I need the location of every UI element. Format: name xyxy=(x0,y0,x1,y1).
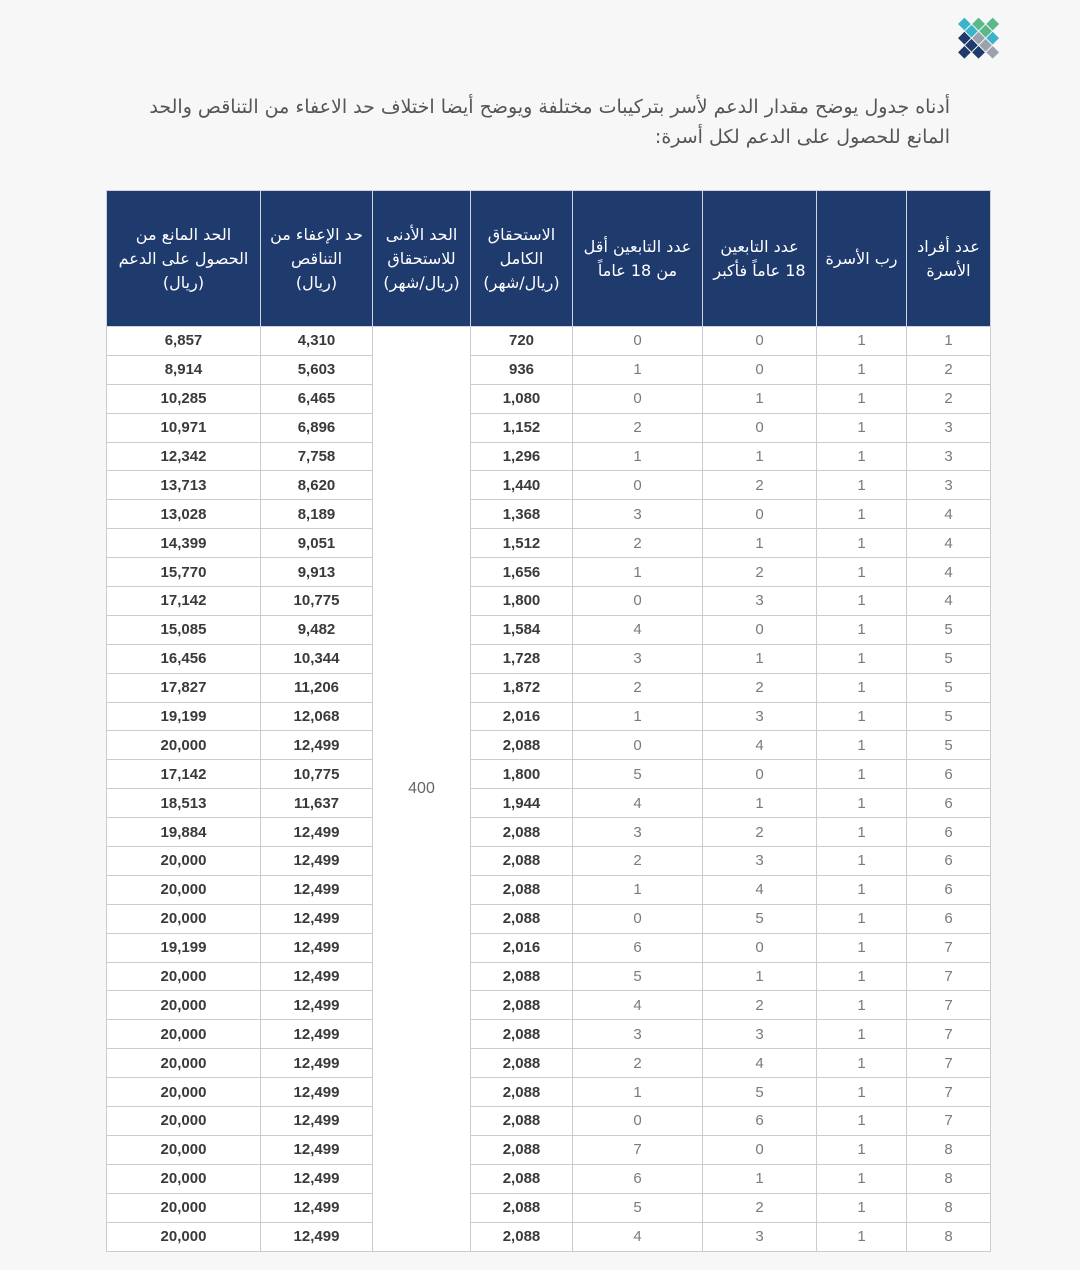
table-cell: 4 xyxy=(907,587,991,616)
header-dependents-under-18 xyxy=(573,191,703,327)
table-row xyxy=(107,789,991,818)
table-cell: 11,637 xyxy=(261,789,373,818)
table-row xyxy=(107,991,991,1020)
table-cell: 0 xyxy=(703,615,817,644)
table-cell: 3 xyxy=(703,1020,817,1049)
table-cell: 1,512 xyxy=(471,529,573,558)
table-cell: 12,499 xyxy=(261,875,373,904)
table-cell: 12,499 xyxy=(261,818,373,847)
table-cell: 1 xyxy=(573,558,703,587)
table-cell: 2,088 xyxy=(471,1107,573,1136)
table-row xyxy=(107,1193,991,1222)
table-cell: 20,000 xyxy=(107,962,261,991)
table-cell: 13,713 xyxy=(107,471,261,500)
table-cell: 6,896 xyxy=(261,413,373,442)
header-family-size xyxy=(907,191,991,327)
table-cell: 1 xyxy=(817,731,907,760)
table-cell: 1 xyxy=(703,1164,817,1193)
header-line: حد الإعفاء من xyxy=(270,224,363,244)
table-cell: 4 xyxy=(573,1222,703,1251)
table-cell: 12,499 xyxy=(261,1049,373,1078)
table-cell: 2 xyxy=(703,1193,817,1222)
table-cell: 1,944 xyxy=(471,789,573,818)
table-cell: 8 xyxy=(907,1193,991,1222)
table-cell: 3 xyxy=(907,442,991,471)
table-cell: 1 xyxy=(817,587,907,616)
table-cell: 15,085 xyxy=(107,615,261,644)
table-cell: 1 xyxy=(573,875,703,904)
table-cell: 16,456 xyxy=(107,644,261,673)
header-line: الاستحقاق xyxy=(487,224,556,244)
table-row xyxy=(107,558,991,587)
table-cell: 12,499 xyxy=(261,1107,373,1136)
table-cell: 0 xyxy=(573,471,703,500)
table-cell: 3 xyxy=(703,1222,817,1251)
table-cell: 1 xyxy=(817,1164,907,1193)
table-cell: 5 xyxy=(907,673,991,702)
table-cell: 10,971 xyxy=(107,413,261,442)
header-line: رب الأسرة xyxy=(825,248,898,268)
table-cell: 5 xyxy=(703,904,817,933)
table-row xyxy=(107,355,991,384)
table-cell: 5 xyxy=(573,1193,703,1222)
header-line: من 18 عاماً xyxy=(597,260,678,280)
table-row xyxy=(107,500,991,529)
table-row xyxy=(107,1164,991,1193)
table-cell: 15,770 xyxy=(107,558,261,587)
header-line: الحصول على الدعم xyxy=(118,248,249,268)
table-row xyxy=(107,644,991,673)
table-cell: 0 xyxy=(573,384,703,413)
table-cell: 19,884 xyxy=(107,818,261,847)
table-row xyxy=(107,731,991,760)
table-cell: 20,000 xyxy=(107,1020,261,1049)
table-cell: 1,368 xyxy=(471,500,573,529)
header-cutoff-limit xyxy=(107,191,261,327)
table-cell: 1,584 xyxy=(471,615,573,644)
table-cell: 12,068 xyxy=(261,702,373,731)
table-cell: 5 xyxy=(907,644,991,673)
table-cell: 1 xyxy=(817,355,907,384)
table-cell: 8,914 xyxy=(107,355,261,384)
table-cell: 2 xyxy=(573,1049,703,1078)
table-cell: 0 xyxy=(703,327,817,356)
table-cell: 3 xyxy=(907,413,991,442)
table-row xyxy=(107,442,991,471)
table-cell: 10,775 xyxy=(261,587,373,616)
table-cell: 13,028 xyxy=(107,500,261,529)
table-cell: 6,857 xyxy=(107,327,261,356)
table-cell: 8 xyxy=(907,1135,991,1164)
header-exemption-limit xyxy=(261,191,373,327)
table-cell: 2,088 xyxy=(471,962,573,991)
table-cell: 5 xyxy=(573,962,703,991)
header-family-head xyxy=(817,191,907,327)
table-cell: 1 xyxy=(703,644,817,673)
table-cell: 20,000 xyxy=(107,1078,261,1107)
support-table xyxy=(106,190,991,1252)
table-cell: 6 xyxy=(703,1107,817,1136)
table-row xyxy=(107,327,991,356)
table-cell: 0 xyxy=(573,587,703,616)
table-cell: 20,000 xyxy=(107,1049,261,1078)
table-cell: 17,827 xyxy=(107,673,261,702)
table-cell: 7 xyxy=(573,1135,703,1164)
table-cell: 1 xyxy=(817,875,907,904)
table-cell: 1 xyxy=(817,529,907,558)
table-cell: 1 xyxy=(573,702,703,731)
table-cell: 7 xyxy=(907,1078,991,1107)
table-cell: 12,499 xyxy=(261,1020,373,1049)
table-cell: 2,088 xyxy=(471,818,573,847)
table-cell: 4 xyxy=(907,500,991,529)
table-cell: 20,000 xyxy=(107,1222,261,1251)
table-cell: 3 xyxy=(703,847,817,876)
table-cell: 2,016 xyxy=(471,702,573,731)
table-cell: 2 xyxy=(907,384,991,413)
table-cell: 20,000 xyxy=(107,1193,261,1222)
table-cell: 1 xyxy=(817,615,907,644)
table-cell: 0 xyxy=(703,355,817,384)
table-cell: 1 xyxy=(817,789,907,818)
header-line: التناقص xyxy=(290,248,343,268)
table-cell: 12,499 xyxy=(261,991,373,1020)
table-cell: 2,088 xyxy=(471,1020,573,1049)
table-cell: 1,152 xyxy=(471,413,573,442)
table-cell: 1 xyxy=(817,904,907,933)
table-cell: 2,088 xyxy=(471,1078,573,1107)
table-cell: 5 xyxy=(703,1078,817,1107)
header-min-entitlement xyxy=(373,191,471,327)
table-row xyxy=(107,1135,991,1164)
table-cell: 6 xyxy=(907,904,991,933)
table-cell: 1 xyxy=(817,991,907,1020)
table-cell: 1 xyxy=(817,818,907,847)
table-cell: 4 xyxy=(907,558,991,587)
table-row xyxy=(107,1078,991,1107)
table-cell: 5,603 xyxy=(261,355,373,384)
table-row xyxy=(107,615,991,644)
table-cell: 1 xyxy=(817,442,907,471)
table-cell: 12,499 xyxy=(261,1078,373,1107)
table-cell: 9,913 xyxy=(261,558,373,587)
table-cell: 0 xyxy=(573,327,703,356)
table-cell: 0 xyxy=(703,500,817,529)
table-cell: 8,189 xyxy=(261,500,373,529)
table-cell: 7 xyxy=(907,1049,991,1078)
table-cell: 17,142 xyxy=(107,587,261,616)
table-row xyxy=(107,673,991,702)
table-cell: 936 xyxy=(471,355,573,384)
table-cell: 0 xyxy=(573,731,703,760)
table-cell: 4 xyxy=(703,875,817,904)
table-cell: 4 xyxy=(907,529,991,558)
table-cell: 4 xyxy=(573,991,703,1020)
table-row xyxy=(107,760,991,789)
table-cell: 4,310 xyxy=(261,327,373,356)
table-cell: 2,088 xyxy=(471,1222,573,1251)
table-row xyxy=(107,413,991,442)
header-full-entitlement xyxy=(471,191,573,327)
table-cell: 2,088 xyxy=(471,991,573,1020)
table-cell: 20,000 xyxy=(107,875,261,904)
table-cell: 12,499 xyxy=(261,1222,373,1251)
table-cell: 12,499 xyxy=(261,1193,373,1222)
table-cell: 2 xyxy=(907,355,991,384)
table-row xyxy=(107,933,991,962)
table-cell: 1,728 xyxy=(471,644,573,673)
table-cell: 0 xyxy=(703,933,817,962)
table-cell: 0 xyxy=(573,1107,703,1136)
table-cell: 1 xyxy=(703,962,817,991)
table-header-row xyxy=(107,191,991,327)
table-cell: 12,499 xyxy=(261,1164,373,1193)
table-cell: 4 xyxy=(703,1049,817,1078)
table-cell: 20,000 xyxy=(107,904,261,933)
table-cell: 1 xyxy=(817,673,907,702)
header-line: عدد التابعين xyxy=(720,236,799,256)
table-cell: 3 xyxy=(703,587,817,616)
header-line: الكامل xyxy=(499,248,544,268)
table-cell: 1 xyxy=(817,1020,907,1049)
table-cell: 20,000 xyxy=(107,731,261,760)
table-cell: 7 xyxy=(907,1107,991,1136)
table-cell: 3 xyxy=(907,471,991,500)
table-cell: 7 xyxy=(907,962,991,991)
table-cell: 1 xyxy=(573,355,703,384)
table-cell: 6 xyxy=(907,760,991,789)
table-cell: 11,206 xyxy=(261,673,373,702)
table-row xyxy=(107,1049,991,1078)
table-cell: 7 xyxy=(907,991,991,1020)
table-cell: 19,199 xyxy=(107,933,261,962)
intro-line-1: أدناه جدول يوضح مقدار الدعم لأسر بتركيبات مختلفة ويوضح أيضا اختلاف حد الاعفاء من التناقص والحد xyxy=(149,96,950,118)
table-cell: 10,775 xyxy=(261,760,373,789)
header-dependents-18-plus xyxy=(703,191,817,327)
min-entitlement-cell: 400 xyxy=(373,327,471,1252)
table-cell: 8 xyxy=(907,1222,991,1251)
table-row xyxy=(107,702,991,731)
table-cell: 2,088 xyxy=(471,1164,573,1193)
table-cell: 1 xyxy=(817,413,907,442)
table-cell: 7 xyxy=(907,1020,991,1049)
table-cell: 2 xyxy=(573,847,703,876)
table-cell: 2,088 xyxy=(471,731,573,760)
table-cell: 4 xyxy=(573,615,703,644)
table-cell: 14,399 xyxy=(107,529,261,558)
table-cell: 2 xyxy=(573,673,703,702)
table-cell: 6 xyxy=(573,1164,703,1193)
table-cell: 2,088 xyxy=(471,847,573,876)
table-cell: 20,000 xyxy=(107,1107,261,1136)
table-cell: 1 xyxy=(703,384,817,413)
table-cell: 1,872 xyxy=(471,673,573,702)
table-cell: 18,513 xyxy=(107,789,261,818)
table-cell: 20,000 xyxy=(107,1164,261,1193)
table-cell: 6 xyxy=(573,933,703,962)
header-line: (ريال/شهر) xyxy=(483,272,560,292)
table-cell: 5 xyxy=(907,615,991,644)
table-cell: 1 xyxy=(573,442,703,471)
intro-paragraph xyxy=(120,92,950,152)
header-line: (ريال) xyxy=(162,272,205,292)
table-cell: 10,344 xyxy=(261,644,373,673)
table-cell: 8,620 xyxy=(261,471,373,500)
table-cell: 1 xyxy=(817,1078,907,1107)
table-cell: 3 xyxy=(573,500,703,529)
table-cell: 20,000 xyxy=(107,847,261,876)
header-line: عدد التابعين أقل xyxy=(583,236,692,256)
header-line: الحد الأدنى xyxy=(385,224,458,244)
table-row xyxy=(107,904,991,933)
table-row xyxy=(107,1107,991,1136)
table-cell: 17,142 xyxy=(107,760,261,789)
table-row xyxy=(107,847,991,876)
table-cell: 1 xyxy=(703,789,817,818)
table-cell: 1 xyxy=(817,644,907,673)
table-cell: 0 xyxy=(703,413,817,442)
table-cell: 7 xyxy=(907,933,991,962)
table-cell: 12,499 xyxy=(261,731,373,760)
table-cell: 0 xyxy=(573,904,703,933)
table-cell: 1 xyxy=(817,1049,907,1078)
table-cell: 1 xyxy=(817,558,907,587)
table-cell: 2,088 xyxy=(471,904,573,933)
table-row xyxy=(107,384,991,413)
table-cell: 1 xyxy=(817,500,907,529)
table-cell: 3 xyxy=(573,644,703,673)
table-row xyxy=(107,529,991,558)
table-cell: 5 xyxy=(907,731,991,760)
table-cell: 1,656 xyxy=(471,558,573,587)
table-cell: 2,088 xyxy=(471,1193,573,1222)
table-cell: 2 xyxy=(573,413,703,442)
program-logo xyxy=(940,8,1010,74)
table-cell: 6 xyxy=(907,875,991,904)
table-cell: 12,499 xyxy=(261,904,373,933)
table-cell: 1 xyxy=(817,760,907,789)
table-cell: 1 xyxy=(573,1078,703,1107)
table-row xyxy=(107,818,991,847)
table-cell: 2,088 xyxy=(471,1135,573,1164)
table-row xyxy=(107,587,991,616)
table-cell: 1 xyxy=(817,702,907,731)
table-cell: 1 xyxy=(817,962,907,991)
header-line: للاستحقاق xyxy=(387,248,456,268)
table-cell: 1,800 xyxy=(471,587,573,616)
table-cell: 6,465 xyxy=(261,384,373,413)
table-cell: 0 xyxy=(703,1135,817,1164)
table-cell: 1 xyxy=(817,1107,907,1136)
table-cell: 6 xyxy=(907,818,991,847)
table-cell: 1 xyxy=(703,442,817,471)
table-cell: 12,499 xyxy=(261,933,373,962)
header-line: الأسرة xyxy=(926,260,971,280)
table-cell: 2 xyxy=(703,558,817,587)
table-cell: 5 xyxy=(907,702,991,731)
intro-line-2: المانع للحصول على الدعم لكل أسرة: xyxy=(654,126,950,148)
table-cell: 1 xyxy=(817,933,907,962)
table-cell: 7,758 xyxy=(261,442,373,471)
table-cell: 2,016 xyxy=(471,933,573,962)
table-cell: 2 xyxy=(703,471,817,500)
table-cell: 1 xyxy=(817,1222,907,1251)
table-cell: 10,285 xyxy=(107,384,261,413)
table-cell: 6 xyxy=(907,789,991,818)
table-cell: 5 xyxy=(573,760,703,789)
table-cell: 6 xyxy=(907,847,991,876)
table-cell: 4 xyxy=(573,789,703,818)
table-cell: 8 xyxy=(907,1164,991,1193)
table-row xyxy=(107,875,991,904)
table-cell: 1 xyxy=(817,1193,907,1222)
table-cell: 3 xyxy=(703,702,817,731)
table-cell: 2 xyxy=(703,673,817,702)
table-body xyxy=(107,327,991,1252)
table-row xyxy=(107,1222,991,1251)
table-cell: 1,080 xyxy=(471,384,573,413)
table-cell: 3 xyxy=(573,1020,703,1049)
table-cell: 1 xyxy=(817,471,907,500)
table-cell: 1 xyxy=(817,847,907,876)
table-cell: 720 xyxy=(471,327,573,356)
table-cell: 12,499 xyxy=(261,962,373,991)
table-cell: 1 xyxy=(817,1135,907,1164)
table-row xyxy=(107,962,991,991)
header-line: عدد أفراد xyxy=(917,236,980,256)
table-cell: 19,199 xyxy=(107,702,261,731)
table-cell: 9,051 xyxy=(261,529,373,558)
table-cell: 3 xyxy=(573,818,703,847)
table-row xyxy=(107,471,991,500)
table-cell: 2 xyxy=(703,991,817,1020)
table-cell: 0 xyxy=(703,760,817,789)
table-cell: 12,342 xyxy=(107,442,261,471)
table-cell: 1 xyxy=(907,327,991,356)
header-line: الحد المانع من xyxy=(135,224,232,244)
table-cell: 12,499 xyxy=(261,847,373,876)
table-cell: 2 xyxy=(703,818,817,847)
table-cell: 2,088 xyxy=(471,1049,573,1078)
table-cell: 20,000 xyxy=(107,1135,261,1164)
header-line: 18 عاماً فأكبر xyxy=(713,260,806,280)
header-line: (ريال) xyxy=(295,272,338,292)
table-cell: 1,440 xyxy=(471,471,573,500)
table-cell: 12,499 xyxy=(261,1135,373,1164)
header-line: (ريال/شهر) xyxy=(383,272,460,292)
table-row xyxy=(107,1020,991,1049)
table-cell: 9,482 xyxy=(261,615,373,644)
table-cell: 2,088 xyxy=(471,875,573,904)
table-cell: 1,296 xyxy=(471,442,573,471)
table-cell: 1 xyxy=(817,384,907,413)
table-cell: 1 xyxy=(703,529,817,558)
table-cell: 2 xyxy=(573,529,703,558)
table-cell: 20,000 xyxy=(107,991,261,1020)
table-cell: 1,800 xyxy=(471,760,573,789)
table-cell: 4 xyxy=(703,731,817,760)
table-cell: 1 xyxy=(817,327,907,356)
